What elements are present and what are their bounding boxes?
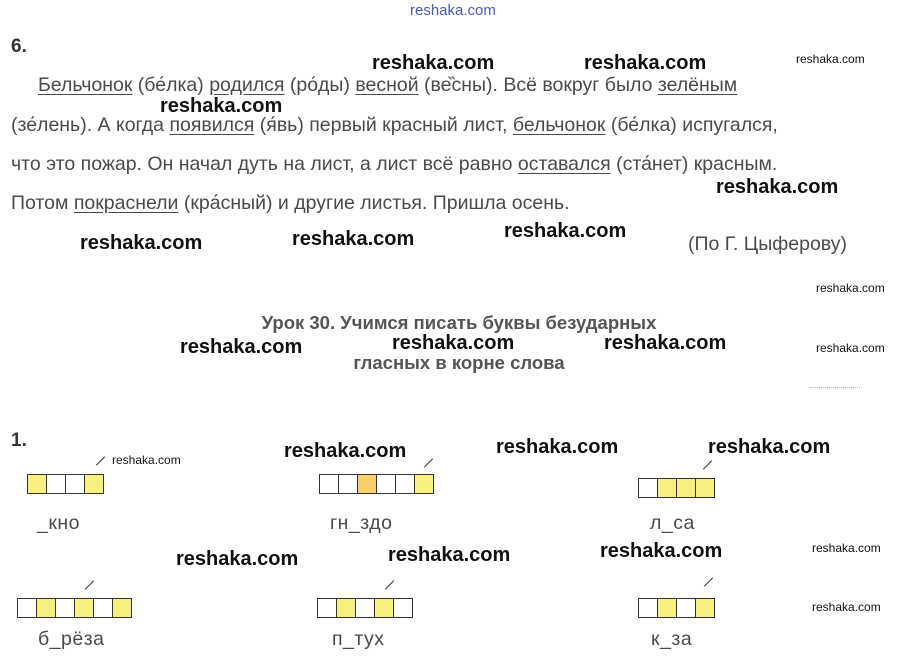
letter-box [336, 598, 356, 618]
syllable-boxes-6 [638, 598, 714, 618]
task-6-signature: (По Г. Цыферову) [688, 233, 847, 255]
exercise-word: п_тух [332, 628, 385, 650]
stress-mark-icon [704, 577, 713, 586]
letter-box [657, 598, 677, 618]
syllable-boxes-1 [27, 474, 103, 494]
watermark: reshaka.com [112, 453, 181, 467]
stress-mark-icon [385, 580, 394, 589]
underlined-word: покраснели [73, 192, 179, 214]
text-segment: (бе́лка) [132, 74, 210, 96]
letter-box [55, 598, 75, 618]
exercise-word: _кно [37, 512, 80, 534]
watermark: reshaka.com [812, 541, 881, 555]
text-segment: Потом [11, 192, 74, 214]
underlined-word: оставался [517, 153, 611, 175]
text-line-3 [11, 153, 777, 176]
letter-box [393, 598, 413, 618]
lesson-title-line-2: гласных в корне слова [353, 352, 565, 373]
letter-box [338, 474, 358, 494]
stress-mark-icon [703, 460, 712, 469]
text-line-2 [11, 114, 778, 137]
syllable-boxes-2 [319, 474, 433, 494]
letter-box [65, 474, 85, 494]
text-segment: (кра́сный) и другие листья. Пришла осень. [178, 192, 570, 214]
text-segment: (бе́лка) испугался, [605, 114, 778, 136]
letter-box [357, 474, 377, 494]
exercise-word: л_са [650, 512, 695, 534]
text-line-4 [11, 192, 570, 215]
text-line-1 [38, 74, 737, 97]
letter-box [695, 478, 715, 498]
text-segment: (ста́нет) красным. [610, 153, 778, 175]
underlined-word: бельчонок [512, 114, 606, 136]
watermark: reshaka.com [716, 176, 839, 198]
text-segment: что это пожар. Он начал дуть на лист, а лист всё равно [11, 153, 518, 175]
exercise-word: к_за [651, 628, 693, 650]
letter-box [376, 474, 396, 494]
syllable-boxes-3 [638, 478, 714, 498]
letter-box [112, 598, 132, 618]
letter-box [695, 598, 715, 618]
watermark: reshaka.com [388, 544, 511, 566]
exercise-word: б_рёза [38, 628, 105, 650]
underlined-word: Бельчонок [38, 74, 133, 96]
letter-box [638, 478, 658, 498]
text-segment: (я́вь) первый красный лист, [254, 114, 513, 136]
watermark: reshaka.com [284, 440, 407, 462]
watermark: reshaka.com [176, 548, 299, 570]
watermark: reshaka.com [392, 332, 515, 354]
text-segment: (ро́ды) [284, 74, 356, 96]
underlined-word: родился [209, 74, 285, 96]
letter-box [657, 478, 677, 498]
stress-mark-icon [85, 580, 94, 589]
watermark: reshaka.com [80, 232, 203, 254]
text-segment: (зе́лень). А когда [11, 114, 170, 136]
watermark: reshaka.com [372, 52, 495, 74]
letter-box [676, 478, 696, 498]
letter-box [74, 598, 94, 618]
underlined-word: весной [355, 74, 419, 96]
watermark: reshaka.com [816, 281, 885, 295]
letter-box [319, 474, 339, 494]
letter-box [46, 474, 66, 494]
letter-box [355, 598, 375, 618]
text-segment: (ве̏сны). Всё вокруг было [418, 74, 658, 96]
watermark: reshaka.com [796, 52, 865, 66]
letter-box [395, 474, 415, 494]
letter-box [374, 598, 394, 618]
watermark: reshaka.com [292, 228, 415, 250]
letter-box [414, 474, 434, 494]
watermark: reshaka.com [816, 341, 885, 355]
faint-divider [810, 387, 862, 389]
lesson-title-line-1: Урок 30. Учимся писать буквы безударных [261, 312, 657, 333]
underlined-word: зелёным [657, 74, 738, 96]
watermark: reshaka.com [708, 436, 831, 458]
letter-box [638, 598, 658, 618]
watermark: reshaka.com [604, 332, 727, 354]
watermark: reshaka.com [504, 220, 627, 242]
exercise-word: гн_здо [330, 512, 393, 534]
task-6-number: 6. [11, 36, 27, 57]
letter-box [317, 598, 337, 618]
watermark: reshaka.com [600, 540, 723, 562]
task-1-number: 1. [11, 430, 27, 451]
letter-box [84, 474, 104, 494]
letter-box [676, 598, 696, 618]
letter-box [27, 474, 47, 494]
stress-mark-icon [424, 458, 433, 467]
watermark: reshaka.com [180, 336, 303, 358]
watermark: reshaka.com [496, 436, 619, 458]
letter-box [17, 598, 37, 618]
watermark: reshaka.com [160, 95, 283, 117]
syllable-boxes-4 [17, 598, 131, 618]
letter-box [93, 598, 113, 618]
letter-box [36, 598, 56, 618]
underlined-word: появился [169, 114, 255, 136]
stress-mark-icon [96, 456, 105, 465]
syllable-boxes-5 [317, 598, 412, 618]
watermark: reshaka.com [584, 52, 707, 74]
top-watermark: reshaka.com [410, 2, 496, 19]
watermark: reshaka.com [812, 600, 881, 614]
